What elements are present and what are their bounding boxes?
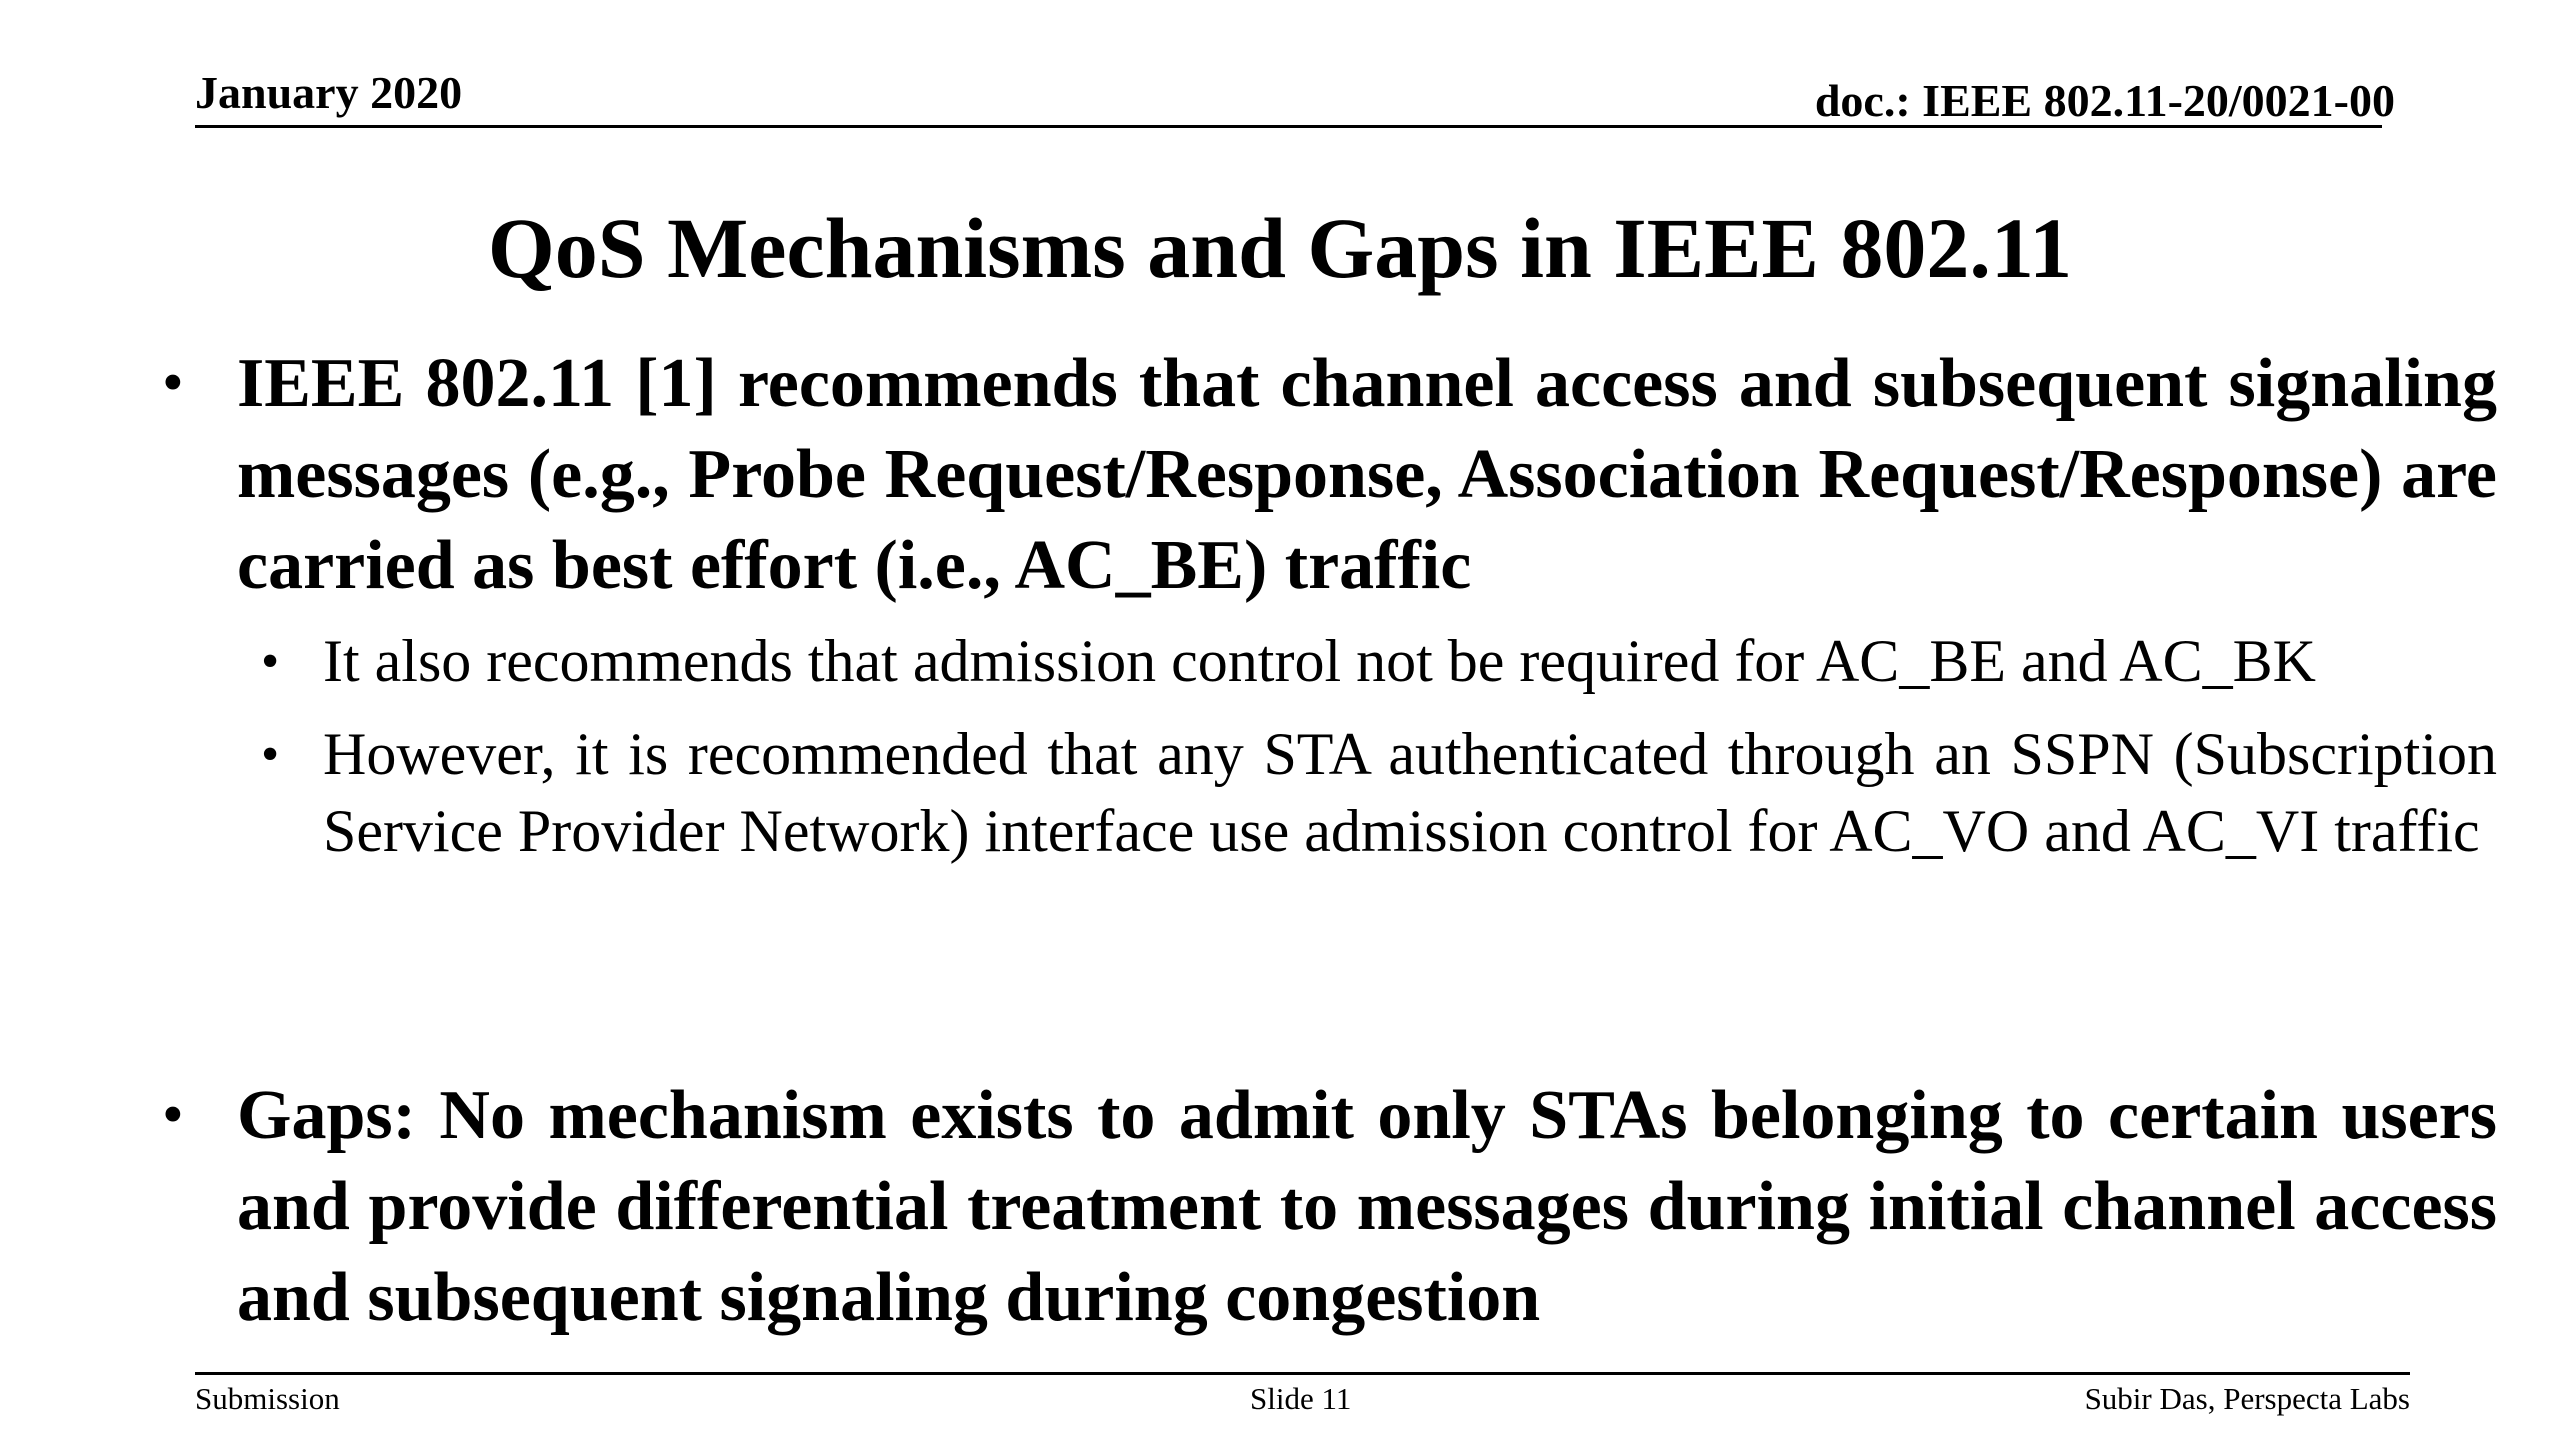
bullet-marker: • (162, 1081, 184, 1149)
sub-bullet-marker: • (261, 726, 280, 783)
bullet-text: Gaps: No mechanism exists to admit only STAs belonging to certain users and provide differential treatment to messages during initial channel access and subsequent signaling during congestion (237, 1077, 2497, 1336)
sub-bullet-marker: • (261, 633, 280, 690)
footer-slide-number: Slide 11 (1250, 1381, 1352, 1416)
header-date: January 2020 (195, 67, 463, 118)
bullet-item (162, 338, 2497, 611)
bullet-text: IEEE 802.11 [1] recommends that channel access and subsequent signaling messages (e.g., Probe Request/Response, Association Request/Response) are carried as best effort (i.e., AC_BE) traffic (237, 345, 2497, 604)
header-doc-id: doc.: IEEE 802.11-20/0021-00 (1814, 75, 2395, 126)
sub-bullet-text: However, it is recommended that any STA authenticated through an SSPN (Subscription Service Provider Network) interface use admission control for AC_VO and AC_VI traffic (323, 721, 2497, 864)
sub-bullet-item (261, 623, 2497, 700)
bullet-item-gaps (162, 1070, 2497, 1343)
header-divider (195, 125, 2382, 128)
footer-submission: Submission (195, 1381, 340, 1416)
sub-bullet-text: It also recommends that admission control not be required for AC_BE and AC_BK (323, 628, 2317, 694)
bullet-marker: • (162, 349, 184, 417)
slide-title: QoS Mechanisms and Gaps in IEEE 802.11 (487, 200, 2073, 296)
footer-author: Subir Das, Perspecta Labs (2084, 1381, 2410, 1416)
sub-bullet-item (261, 716, 2497, 870)
footer-divider (195, 1372, 2410, 1375)
